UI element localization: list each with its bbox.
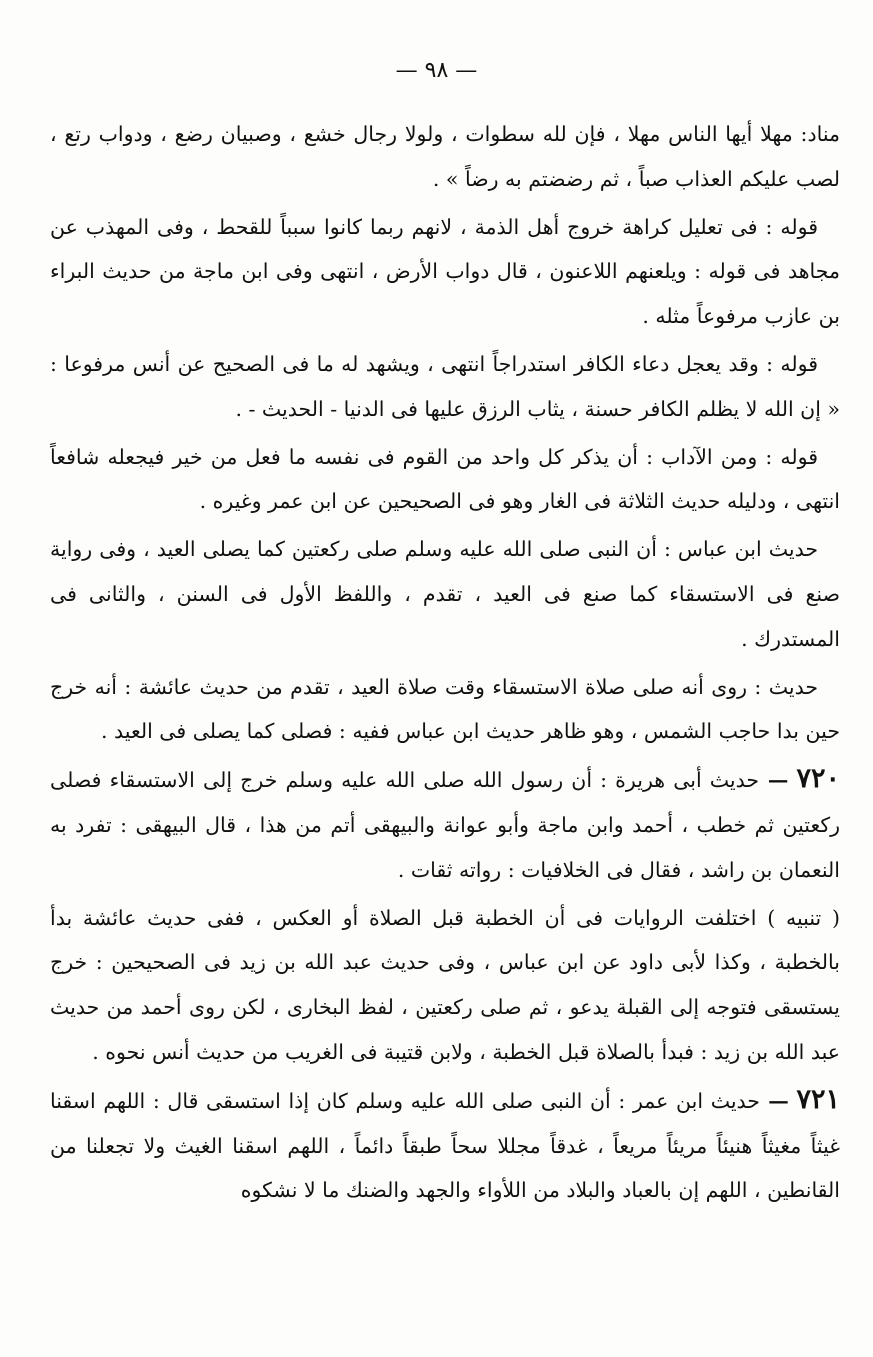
paragraph-text: حديث أبى هريرة : أن رسول الله صلى الله عليه وسلم خرج إلى الاستسقاء فصلى ركعتين ثم خطب ، أحمد وابن ماجة وأبو عوانة والبيهقى أتم من هذا ، قال البيهقى : تفرد به النعمان بن راشد ، فقال فى الخلافيات : رواته ثقات . [50, 768, 840, 882]
hadith-number: ٧٢١ [796, 1083, 840, 1115]
paragraph-text: مناد: مهلا أيها الناس مهلا ، فإن لله سطوات ، ولولا رجال خشع ، وصبيان رضع ، ودواب رتع ، لصب عليكم العذاب صباً ، ثم رضضتم به رضاً » . [50, 122, 840, 191]
paragraph-2 [50, 205, 840, 339]
paragraph-text: ( تنبيه ) اختلفت الروايات فى أن الخطبة قبل الصلاة أو العكس ، ففى حديث عائشة بدأ بالخطبة ، وكذا لأبى داود عن ابن عباس ، وفى حديث عبد الله بن زيد فى الصحيحين : خرج يستسقى فتوجه إلى القبلة يدعو ، ثم صلى ركعتين ، لفظ البخارى ، لكن روى أحمد من حديث عبد الله بن زيد : فبدأ بالصلاة قبل الخطبة ، ولابن قتيبة فى الغريب من حديث أنس نحوه . [50, 905, 840, 1064]
paragraph-1 [50, 112, 840, 202]
paragraph-5 [50, 527, 840, 661]
paragraph-text: قوله : فى تعليل كراهة خروج أهل الذمة ، لانهم ربما كانوا سبباً للقحط ، وفى المهذب عن مجاهد فى قوله : ويلعنهم اللاعنون ، قال دواب الأرض ، انتهى وفى ابن ماجة من حديث البراء بن عازب مرفوعاً مثله . [50, 214, 840, 329]
paragraph-4 [50, 435, 840, 525]
hadith-dash: — [759, 1088, 789, 1113]
page-number: — ٩٨ — [395, 58, 478, 83]
paragraph-text: قوله : ومن الآداب : أن يذكر كل واحد من القوم فى نفسه ما فعل من خير فيجعله شافعاً انتهى ، ودليله حديث الثلاثة فى الغار وهو فى الصحيحين عن ابن عمر وغيره . [50, 444, 840, 514]
paragraph-text: حديث ابن عمر : أن النبى صلى الله عليه وسلم كان إذا استسقى قال : اللهم اسقنا غيثاً مغيثاً هنيئاً مريئاً مريعاً ، غدقاً مجللا سحاً طبقاً دائماً ، اللهم اسقنا الغيث ولا تجعلنا من القانطين ، اللهم إن بالعباد والبلاد من اللأواء والجهد والضنك ما لا نشكوه [50, 1088, 840, 1203]
paragraph-6 [50, 665, 840, 755]
page-body [50, 112, 840, 1216]
paragraph-3 [50, 342, 840, 432]
paragraph-text: حديث ابن عباس : أن النبى صلى الله عليه وسلم صلى ركعتين كما يصلى العيد ، وفى رواية صنع فى الاستسقاء كما صنع فى العيد ، تقدم ، واللفظ الأول فى السنن ، والثانى فى المستدرك . [50, 537, 840, 651]
paragraph-note [50, 896, 840, 1075]
paragraph-text: قوله : وقد يعجل دعاء الكافر استدراجاً انتهى ، ويشهد له ما فى الصحيح عن أنس مرفوعا : « إن الله لا يظلم الكافر حسنة ، يثاب الرزق عليها فى الدنيا - الحديث - . [50, 351, 840, 421]
hadith-number: ٧٢٠ [796, 763, 840, 795]
hadith-720 [50, 757, 840, 892]
hadith-dash: — [759, 768, 789, 793]
hadith-721 [50, 1078, 840, 1213]
paragraph-text: حديث : روى أنه صلى صلاة الاستسقاء وقت صلاة العيد ، تقدم من حديث عائشة : أنه خرج حين بدا حاجب الشمس ، وهو ظاهر حديث ابن عباس ففيه : فصلى كما يصلى فى العيد . [50, 674, 840, 744]
